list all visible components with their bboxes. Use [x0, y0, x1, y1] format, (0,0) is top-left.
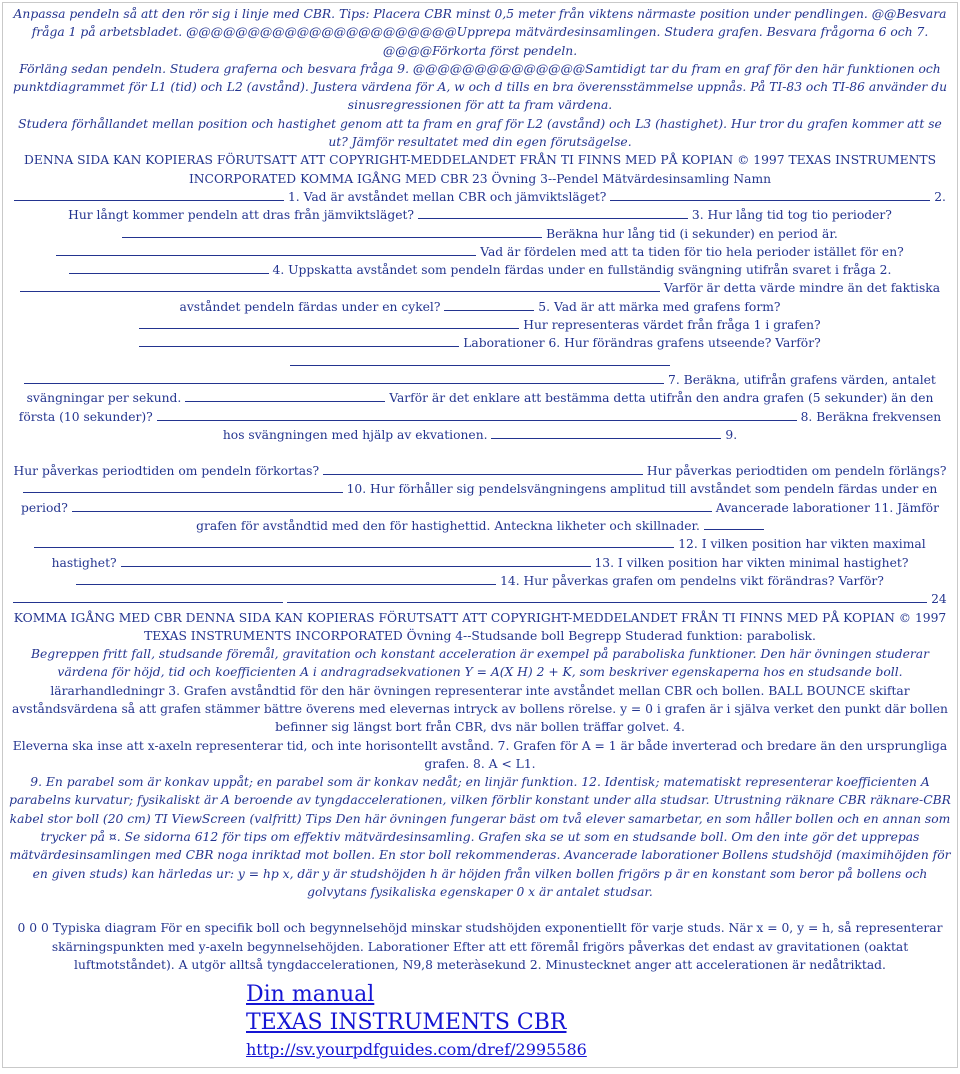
question-12: 12. I vilken position har vikten maximal hastighet? [51, 537, 926, 570]
answer-blank [14, 189, 284, 201]
answers-paragraph: 9. En parabel som är konkav uppåt; en parabel som är konkav nedåt; en linjär funktion. 12. Identisk; matematiskt representerar koefficienten A parabelns kurvatur; fysikaliskt är A beroende av tyngdaccelerationen, vilken förblir konstant under alla studsar. Utrustning räknare CBR räknare-CBR kabel stor boll (20 cm) TI ViewScreen (valfritt) Tips Den här övningen fungerar bäst om två elever samarbetar, en som håller bollen och en annan som trycker på ¤. Se sidorna 612 för tips om effektiv mätvärdesinsamling. Grafen ska se ut som en studsande boll. Om den inte gör det upprepas mätvärdesinsamlingen med CBR noga inriktad mot bollen. En stor boll rekommenderas. Avancerade laborationer Bollens studshöjd (maximihöjden för en given studs) kan härledas ur: y = hp x, där y är studshöjden h är höjden från vilken bollen frigörs p är en konstant som beror på bollens och golvytans fysikaliska egenskaper 0 x är antalet studsar. [9, 775, 951, 899]
spacer [7, 901, 953, 919]
footer-links [246, 981, 587, 1061]
question-11: Avancerade laborationer 11. Jämför grafen för avståndtid med den för hastighettid. Anteckna likheter och skillnader. [196, 500, 939, 534]
question-10: 10. Hur förhåller sig pendelsvängningens amplitud till avståndet som pendeln färdas under en period? [21, 482, 938, 515]
answer-blank [418, 207, 688, 219]
document-page [2, 2, 958, 1068]
question-9-longer: Hur påverkas periodtiden om pendeln förlängs? [646, 464, 947, 479]
answer-blank [139, 335, 459, 347]
answer-blank [20, 280, 660, 292]
answer-blank [491, 427, 721, 439]
question-3: 3. Hur lång tid tog tio perioder? [691, 208, 892, 223]
question-3-period: Beräkna hur lång tid (i sekunder) en period är. [546, 226, 838, 241]
question-14: 14. Hur påverkas grafen om pendelns vikt förändras? Varför? [500, 573, 884, 588]
answer-blank [444, 299, 534, 311]
concepts-paragraph: Begreppen fritt fall, studsande föremål, gravitation och konstant acceleration är exempel på paraboliska funktioner. Den här övningen studerar värdena för höjd, tid och koefficienten A i andragradsekvationen Y = A(X H) 2 + K, som beskriver egenskaperna hos en studsande boll. [30, 647, 930, 680]
answer-blank [610, 189, 930, 201]
question-5: 5. Vad är att märka med grafens form? [538, 299, 781, 314]
answer-blank [323, 463, 643, 475]
answer-blank [13, 591, 283, 603]
manual-text [7, 5, 953, 983]
product-link[interactable]: TEXAS INSTRUMENTS CBR [246, 1010, 567, 1035]
copyright-notice-2: KOMMA IGÅNG MED CBR DENNA SIDA KAN KOPIERAS FÖRUTSATT ATT COPYRIGHT-MEDDELANDET FRÅN TI FINNS MED PÅ KOPIAN © 1997 TEXAS INSTRUMENTS INCORPORATED Övning 4--Studsande boll Begrepp Studerad funktion: parabolisk. [13, 610, 947, 643]
intro-paragraph-2: Förläng sedan pendeln. Studera graferna och besvara fråga 9. @@@@@@@@@@@@@@Samtidigt tar du fram en graf för den här funktionen och punktdiagrammet för L1 (tid) och L2 (avstånd). Justera värdena för A, w och d tills en bra överensstämmelse uppnås. På TI-83 och TI-86 använder du sinusregressionen för att ta fram värdena. [13, 61, 947, 113]
answer-blank [287, 591, 927, 603]
answer-blank [139, 317, 519, 329]
answer-blank [69, 262, 269, 274]
answer-blank [121, 555, 591, 567]
question-7: 7. Beräkna, utifrån grafens värden, antalet svängningar per sekund. [26, 372, 936, 406]
question-2: 2. Hur långt kommer pendeln att dras från jämviktsläget? [68, 189, 946, 223]
question-5-representation: Hur representeras värdet från fråga 1 i grafen? [523, 318, 821, 333]
answer-blank [23, 481, 343, 493]
question-7-why: Varför är det enklare att bestämma detta utifrån den andra grafen (5 sekunder) än den första (10 sekunder)? [18, 391, 934, 424]
question-8: 8. Beräkna frekvensen hos svängningen med hjälp av ekvationen. [222, 409, 942, 442]
x-axis-paragraph: Eleverna ska inse att x-axeln representerar tid, och inte horisontellt avstånd. 7. Grafen för A = 1 är både inverterad och bredare än den ursprungliga grafen. 8. A < L1. [12, 738, 948, 771]
answer-blank [185, 390, 385, 402]
question-1: 1. Vad är avståndet mellan CBR och jämviktsläget? [287, 189, 607, 204]
typical-diagrams-paragraph: 0 0 0 Typiska diagram För en specifik boll och begynnelsehöjd minskar studshöjden exponentiellt för varje studs. När x = 0, y = h, så representerar skärningspunkten med y-axeln begynnelsehöjden. Laborationer Efter att ett föremål frigörs påverkas det endast av gravitationen (oaktat luftmotståndet). A utgör alltså tyngdaccelerationen, N9,8 meteràsekund 2. Minustecknet anger att accelerationen är nedåtriktad. [17, 921, 943, 972]
question-9-shorter: Hur påverkas periodtiden om pendeln förkortas? [13, 464, 320, 479]
intro-paragraph-1: Anpassa pendeln så att den rör sig i linje med CBR. Tips: Placera CBR minst 0,5 meter från viktens närmaste position under pendlingen. @@Besvara fråga 1 på arbetsbladet. @@@@@@@@@@@@@@@@@@@@@@Upprepa mätvärdesinsamlingen. Studera grafen. Besvara frågorna 6 och 7. @@@@Förkorta först pendeln. [13, 7, 947, 58]
manual-link[interactable]: Din manual [246, 982, 375, 1007]
copyright-notice-1: DENNA SIDA KAN KOPIERAS FÖRUTSATT ATT COPYRIGHT-MEDDELANDET FRÅN TI FINNS MED PÅ KOPIAN © 1997 TEXAS INSTRUMENTS INCORPORATED KOMMA IGÅNG MED CBR 23 Övning 3--Pendel Mätvärdesinsamling Namn [23, 153, 937, 186]
answer-blank [72, 500, 712, 512]
question-6: Laborationer 6. Hur förändras grafens utseende? Varför? [463, 336, 821, 351]
question-4: 4. Uppskatta avståndet som pendeln färdas under en fullständig svängning utifrån svaret i fråga 2. [272, 263, 892, 278]
question-9-number: 9. [725, 427, 738, 442]
url-link[interactable]: http://sv.yourpdfguides.com/dref/2995586 [246, 1040, 587, 1059]
page-number: 24 [931, 592, 947, 607]
question-4-why: Varför är detta värde mindre än det faktiska avståndet pendeln färdas under en cykel? [179, 281, 941, 314]
answer-blank [24, 372, 664, 384]
answer-blank [290, 354, 670, 366]
intro-paragraph-3: Studera förhållandet mellan position och hastighet genom att ta fram en graf för L2 (avstånd) och L3 (hastighet). Hur tror du grafen kommer att se ut? Jämför resultatet med din egen förutsägelse. [18, 116, 942, 150]
answer-blank [157, 408, 797, 420]
answer-blank [76, 573, 496, 585]
answer-blank [34, 536, 674, 548]
spacer [7, 444, 953, 462]
answer-blank [122, 226, 542, 238]
teacher-notes-paragraph: lärarhandledningr 3. Grafen avståndtid för den här övningen representerar inte avståndet mellan CBR och bollen. BALL BOUNCE skiftar avståndsvärdena så att grafen stämmer bättre överens med elevernas intryck av bollens rörelse. y = 0 i grafen är i själva verket den punkt där bollen befinner sig längst bort från CBR, dvs när bollen träffar golvet. 4. [12, 683, 948, 735]
question-13: 13. I vilken position har vikten minimal hastighet? [594, 555, 909, 570]
question-3-advantage: Vad är fördelen med att ta tiden för tio hela perioder istället för en? [480, 244, 904, 259]
answer-blank [56, 244, 476, 256]
answer-blank [704, 518, 764, 530]
